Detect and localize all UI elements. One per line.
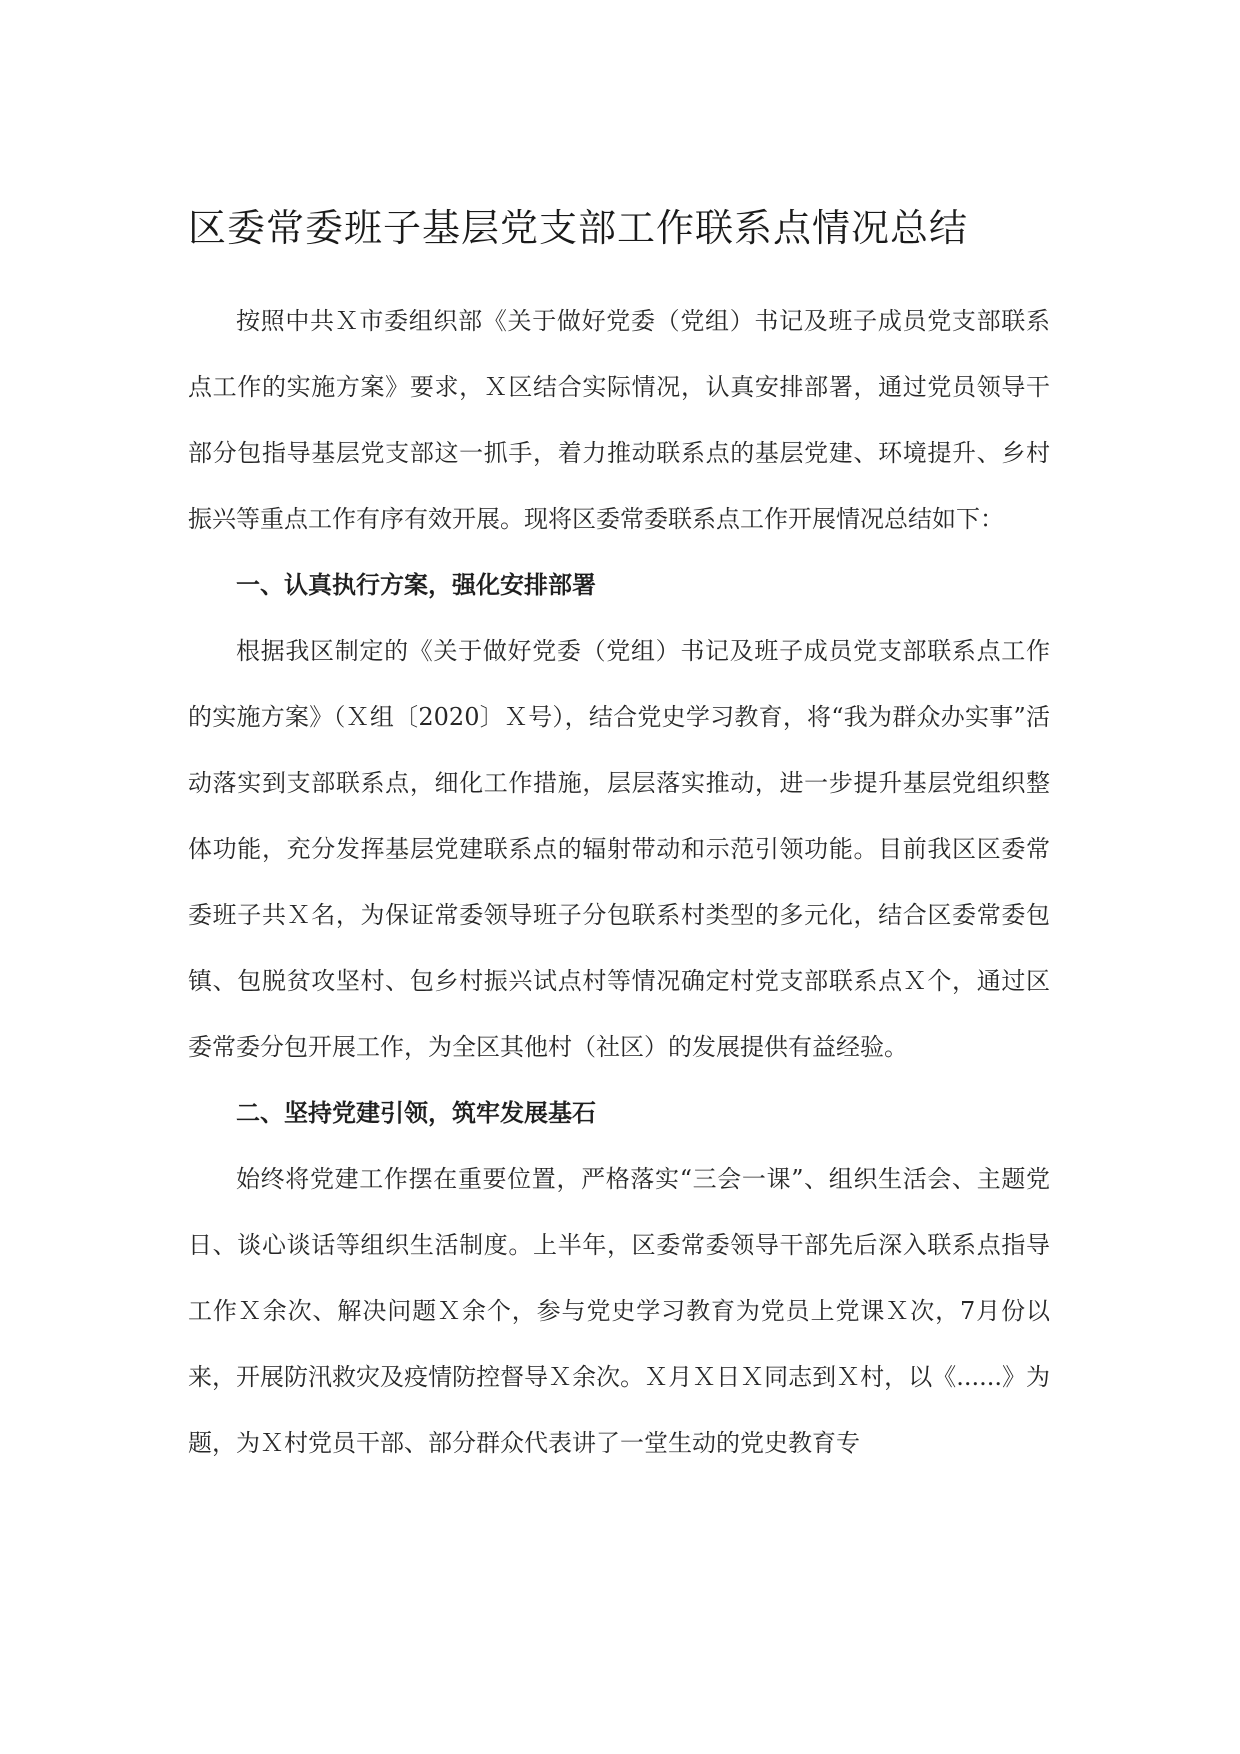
section-body-2: 始终将党建工作摆在重要位置，严格落实“三会一课”、组织生活会、主题党日、谈心谈话等组织生活制度。上半年，区委常委领导干部先后深入联系点指导工作Ｘ余次、解决问题Ｘ余个，参与党史学习教育为党员上党课Ｘ次，7月份以来，开展防汛救灾及疫情防控督导Ｘ余次。Ｘ月Ｘ日Ｘ同志到Ｘ村，以《......》为题，为Ｘ村党员干部、部分群众代表讲了一堂生动的党史教育专 [188,1165,1050,1457]
document-title: 区委常委班子基层党支部工作联系点情况总结 [188,206,969,250]
section-heading-1: 一、认真执行方案，强化安排部署 [236,571,596,599]
intro-paragraph: 按照中共Ｘ市委组织部《关于做好党委（党组）书记及班子成员党支部联系点工作的实施方案》要求，Ｘ区结合实际情况，认真安排部署，通过党员领导干部分包指导基层党支部这一抓手，着力推动联系点的基层党建、环境提升、乡村振兴等重点工作有序有效开展。现将区委常委联系点工作开展情况总结如下： [188,307,1050,533]
section-body-1: 根据我区制定的《关于做好党委（党组）书记及班子成员党支部联系点工作的实施方案》（Ｘ组〔2020〕Ｘ号），结合党史学习教育，将“我为群众办实事”活动落实到支部联系点，细化工作措施，层层落实推动，进一步提升基层党组织整体功能，充分发挥基层党建联系点的辐射带动和示范引领功能。目前我区区委常委班子共Ｘ名，为保证常委领导班子分包联系村类型的多元化，结合区委常委包镇、包脱贫攻坚村、包乡村振兴试点村等情况确定村党支部联系点Ｘ个，通过区委常委分包开展工作，为全区其他村（社区）的发展提供有益经验。 [188,637,1050,1061]
document-page [188,200,1050,1476]
section-heading-2: 二、坚持党建引领，筑牢发展基石 [236,1099,596,1127]
